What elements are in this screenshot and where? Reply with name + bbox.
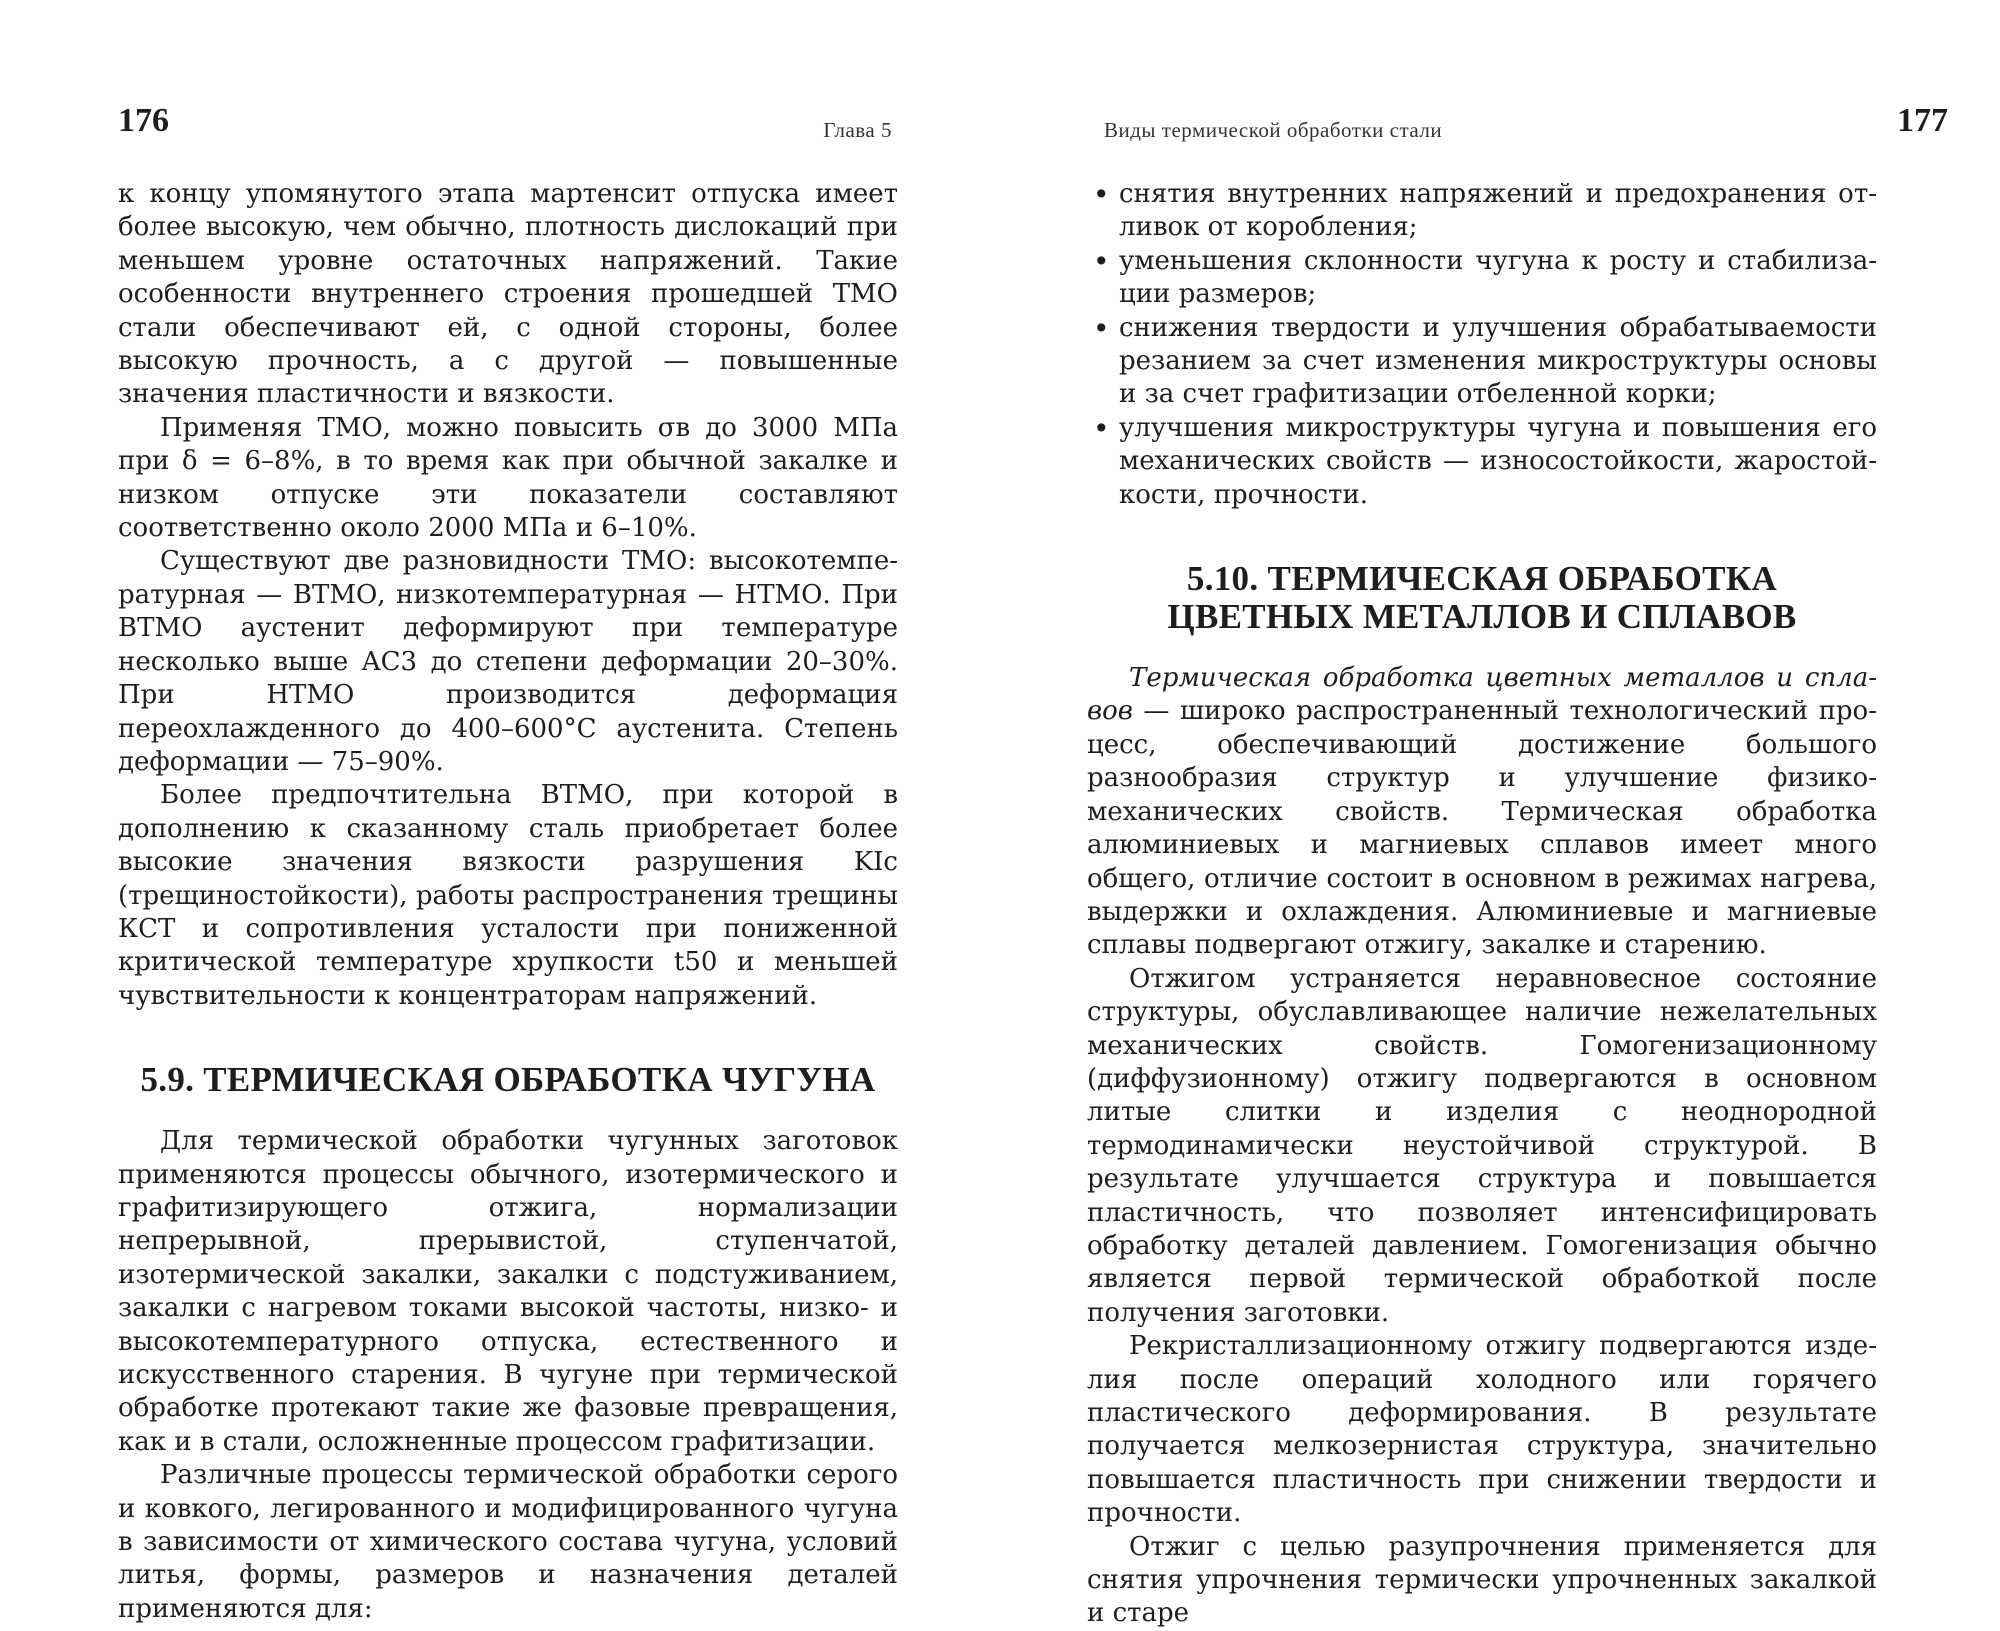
paragraph: к концу упомянутого этапа мартенсит отпуска имеет более высокую, чем обычно, плотность дислокаций при меньшем уровне остаточных напряжений. Такие особенности внутреннего строения прошедшей ТМО стали обеспечивают ей, с одной стороны, более высокую прочность, а с другой — повышенные значения пластичности и вязкости. (118, 179, 898, 410)
right-page (1000, 0, 2000, 1629)
page-number-left: 176 (118, 102, 169, 139)
section-heading-line: ЦВЕТНЫХ МЕТАЛЛОВ И СПЛАВОВ (1167, 597, 1797, 637)
right-page-body (1087, 178, 1877, 1631)
left-page (0, 0, 1000, 1624)
paragraph: Применяя ТМО, можно повысить σв до 3000 МПа при δ = 6–8%, в то время как при обычной закалке и низком отпуске эти показатели составляют соответственно около 2000 МПа и 6–10%. (118, 412, 898, 544)
intro-text: — широко распространенный технологический процесс, обеспечивающий достижение большого разнообразия структур и улучшение физико-механических свойств. Термическая обработка алюминиевых и магниевых сплавов имеет много общего, отличие состоит в основном в режимах нагрева, выдержки и охлаждения. Алюминиевые и магниевые сплавы подвергают отжигу, закалке и старению. (1087, 696, 1877, 961)
paragraph: Отжиг с целью разупрочнения применяется для снятия упрочнения термически упрочненных закалкой и старе (1087, 1531, 1877, 1629)
paragraph: Различные процессы термической обработки серого и ковкого, легированного и модифицированного чугуна в зависимости от химического состава чугуна, условий литья, формы, размеров и назначения деталей применяются для: (118, 1460, 898, 1624)
paragraph: Более предпочтительна ВТМО, при которой в дополнению к сказанному сталь приобретает более высокие значения вязкости разрушения KIc (трещиностойкости), работы распространения трещины КСТ и сопротивления усталости при пониженной критической температуре хрупкости t50 и меньшей чувствительности к концентраторам напряжений. (118, 780, 899, 1011)
left-page-body (118, 178, 898, 1626)
list-item: • уменьшения склонности чугуна к росту и стабилизации размеров; (1087, 245, 1877, 312)
list-item: • улучшения микроструктуры чугуна и повышения его механических свойств — износостойкости, жаростойкости, прочности. (1087, 412, 1877, 512)
term-italic: Термическая обработка цветных металлов и сплавов (1087, 663, 1877, 727)
list-item: • снятия внутренних напряжений и предохранения отливок от коробления; (1087, 178, 1877, 245)
paragraph: Существуют две разновидности ТМО: высокотемпературная — ВТМО, низкотемпературная — НТМО. При ВТМО аустенит деформируют при температуре несколько выше AC3 до степени деформации 20–30%. При НТМО производится деформация переохлажденного до 400–600°С аустенита. Степень деформации — 75–90%. (118, 546, 898, 777)
running-head-left: Глава 5 (823, 118, 892, 142)
section-heading-5-10 (1087, 560, 1877, 636)
section-heading-line: 5.10. ТЕРМИЧЕСКАЯ ОБРАБОТКА (1186, 559, 1778, 599)
intro-paragraph (1087, 662, 1877, 963)
paragraph: Для термической обработки чугунных заготовок применяются процессы обычного, изотермического и графитизирующего отжига, нормализации непрерывной, прерывистой, ступенчатой, изотермической закалки, закалки с подстуживанием, закалки с нагревом токами высокой частоты, низко- и высокотемпературного отпуска, естественного и искусственного старения. В чугуне при термической обработке протекают такие же фазовые превращения, как и в стали, осложненные процессом графитизации. (118, 1126, 898, 1457)
paragraph: Отжигом устраняется неравновесное состояние структуры, обуславливающее наличие нежелательных механических свойств. Гомогенизационному (диффузионному) отжигу подвергаются в основном литые слитки и изделия с неоднородной термодинамически неустойчивой структурой. В результате улучшается структура и повышается пластичность, что позволяет интенсифицировать обработку деталей давлением. Гомогенизация обычно является первой термической обработкой после получения заготовки. (1087, 963, 1877, 1328)
section-heading-5-9: 5.9. ТЕРМИЧЕСКАЯ ОБРАБОТКА ЧУГУНА (140, 1060, 876, 1100)
paragraph: Рекристаллизационному отжигу подвергаются изделия после операций холодного или горячего пластического деформирования. В результате получается мелкозернистая структура, значительно повышается пластичность при снижении твердости и прочности. (1087, 1331, 1877, 1529)
running-head-right: Виды термической обработки стали (1104, 118, 1443, 142)
list-item: • снижения твердости и улучшения обрабатываемости резанием за счет изменения микроструктуры основы и за счет графитизации отбеленной корки; (1087, 312, 1877, 412)
page-number-right: 177 (1897, 102, 1948, 139)
bullet-list (1087, 178, 1877, 512)
